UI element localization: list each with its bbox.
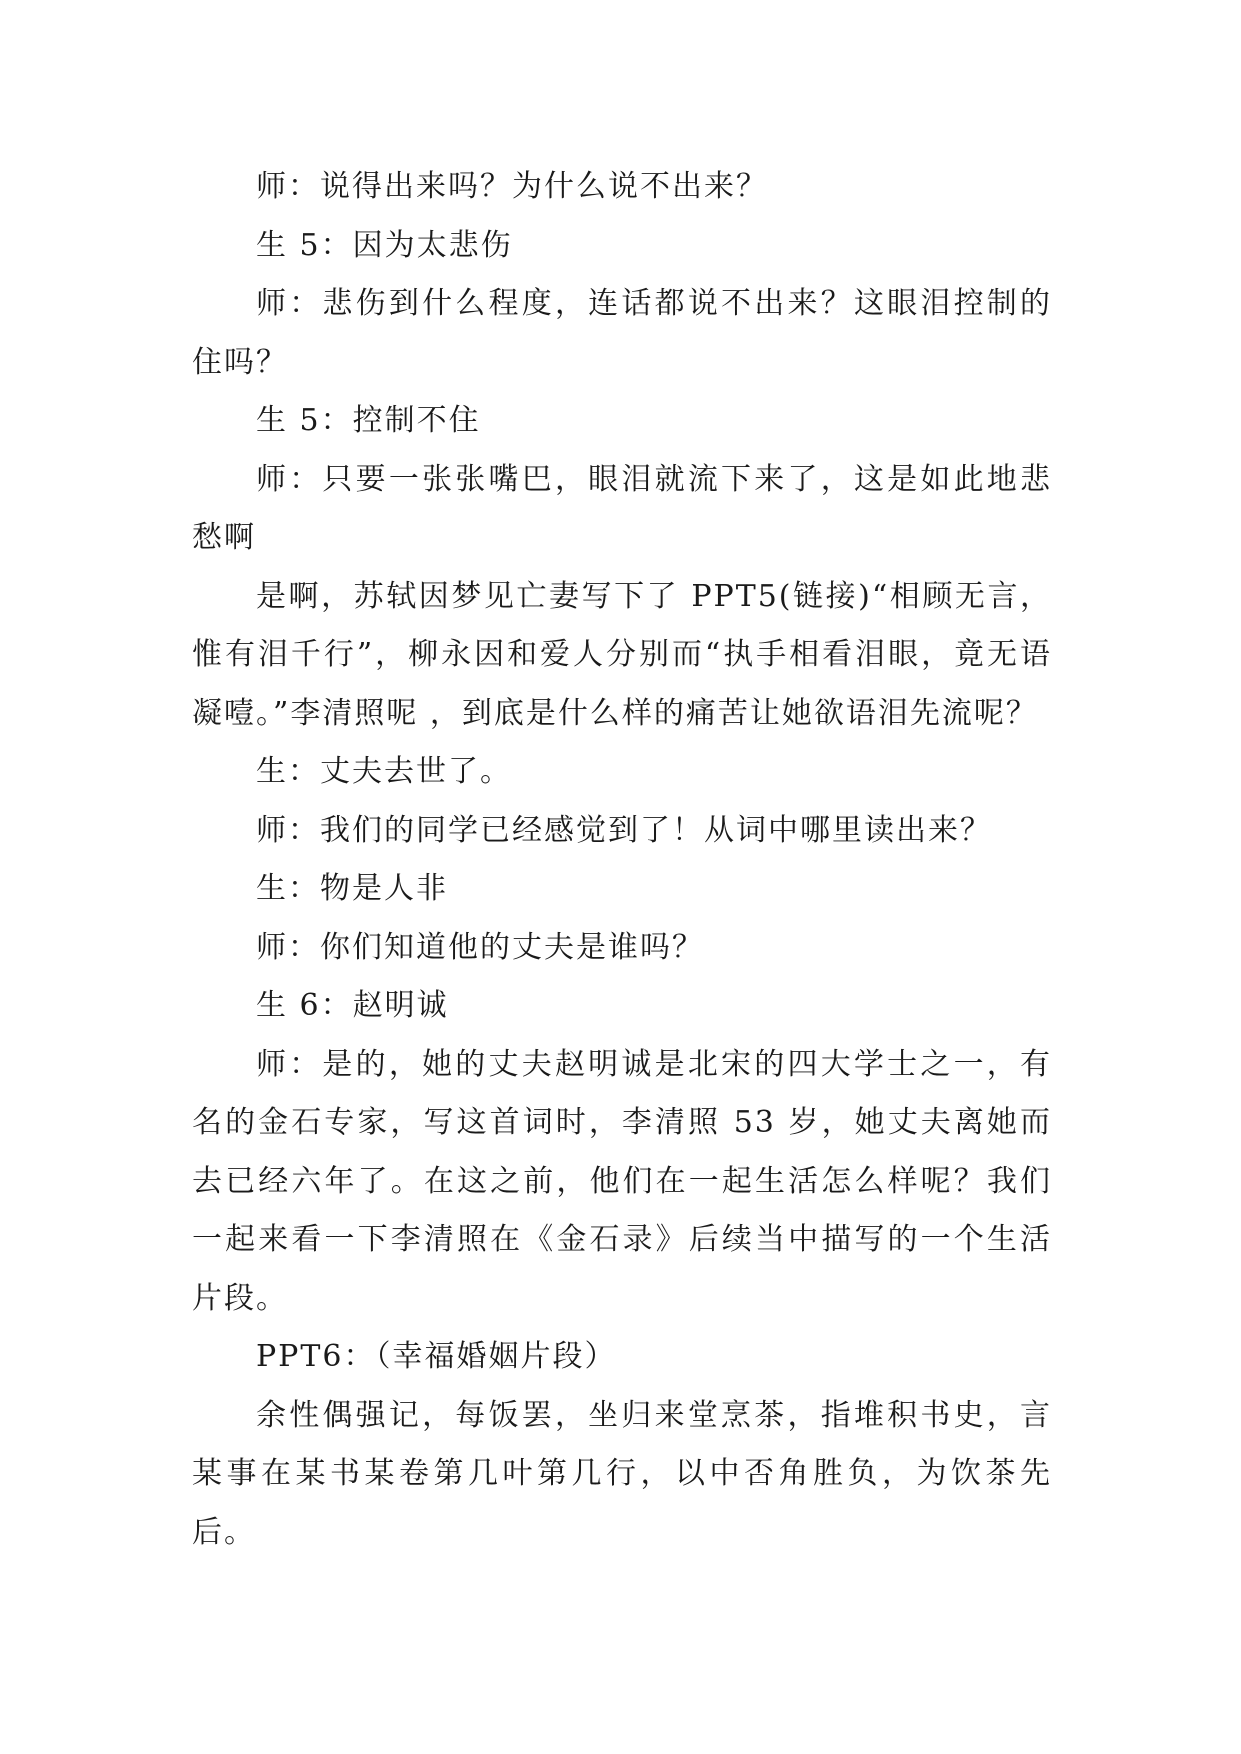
paragraph: 师：说得出来吗？为什么说不出来？ xyxy=(256,169,768,204)
paragraph: 余性偶强记，每饭罢，坐归来堂烹茶，指堆积书史，言某事在某书某卷第几叶第几行，以中否角胜负，为饮茶先后。 xyxy=(192,1397,1052,1550)
paragraph: 生 5：因为太悲伤 xyxy=(256,227,513,263)
paragraph: 师：我们的同学已经感觉到了！从词中哪里读出来？ xyxy=(256,812,992,848)
paragraph: 师：是的，她的丈夫赵明诚是北宋的四大学士之一，有名的金石专家，写这首词时，李清照 53 岁，她丈夫离她而去已经六年了。在这之前，他们在一起生活怎么样呢？我们一起来看一下李清照在《金石录》后续当中描写的一个生活片段。 xyxy=(192,1046,1052,1316)
paragraph: 师：你们知道他的丈夫是谁吗？ xyxy=(256,929,704,965)
paragraph: PPT6：（幸福婚姻片段） xyxy=(256,1339,617,1374)
paragraph: 生：丈夫去世了。 xyxy=(256,754,512,789)
paragraph: 师：悲伤到什么程度，连话都说不出来？这眼泪控制的住吗？ xyxy=(192,286,1052,380)
paragraph: 师：只要一张张嘴巴，眼泪就流下来了，这是如此地悲愁啊 xyxy=(192,461,1052,555)
document-body xyxy=(192,158,1052,1562)
paragraph: 生 6：赵明诚 xyxy=(256,988,449,1023)
paragraph: 生：物是人非 xyxy=(256,871,448,906)
paragraph: 生 5：控制不住 xyxy=(256,403,481,438)
paragraph: 是啊，苏轼因梦见亡妻写下了 PPT5(链接)“相顾无言，惟有泪千行”，柳永因和爱人分别而“执手相看泪眼，竟无语凝噎。”李清照呢 ，到底是什么样的痛苦让她欲语泪先流呢？ xyxy=(192,578,1052,731)
